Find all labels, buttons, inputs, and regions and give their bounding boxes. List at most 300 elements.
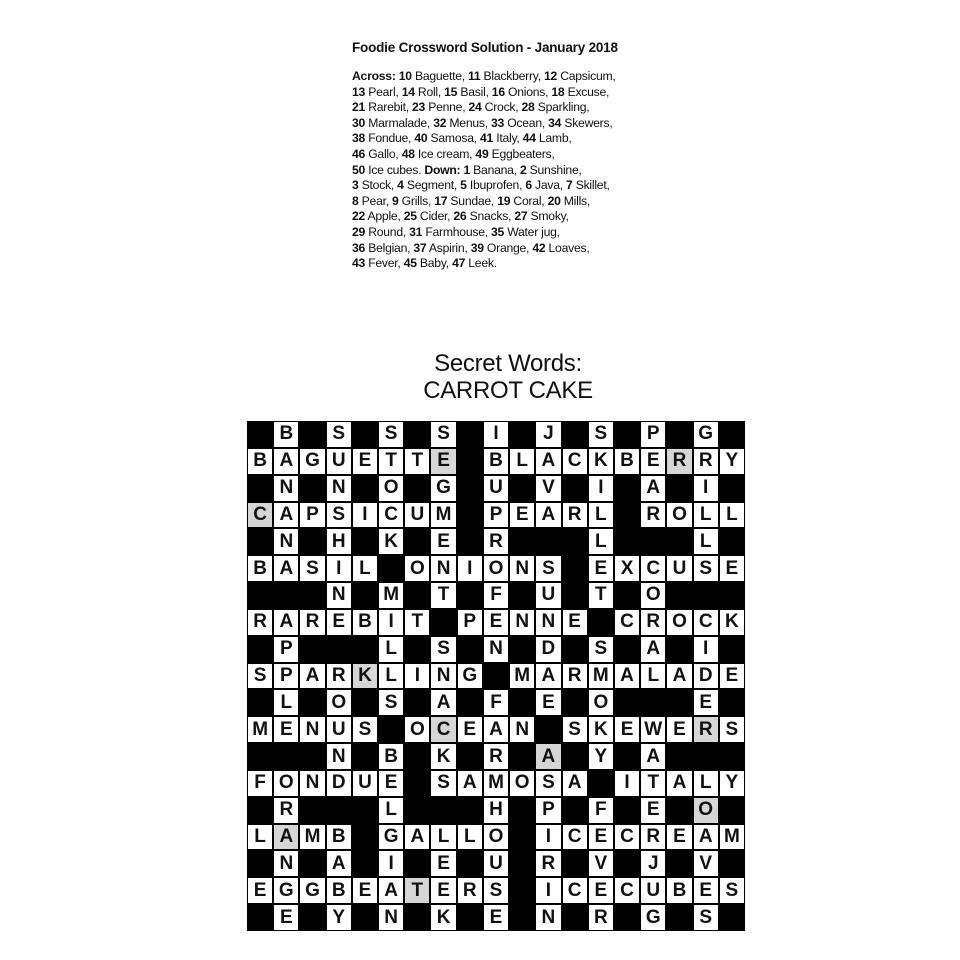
grid-cell: E	[353, 449, 377, 474]
grid-cell: G	[300, 449, 324, 474]
grid-cell: O	[484, 825, 508, 850]
grid-cell: U	[484, 851, 508, 876]
clue-answer: Loaves,	[545, 240, 590, 255]
grid-cell: A	[274, 449, 298, 474]
clue-answer: Ice cream,	[414, 146, 476, 161]
clue-answer: Fever,	[365, 256, 404, 271]
grid-cell: I	[327, 556, 351, 581]
clue-line	[352, 194, 772, 210]
grid-cell: R	[563, 503, 587, 528]
grid-cell: A	[536, 744, 560, 769]
grid-cell: I	[379, 610, 403, 635]
grid-cell: A	[458, 771, 482, 796]
clue-answer: Fondue,	[365, 131, 415, 146]
grid-cell: V	[589, 851, 613, 876]
grid-cell: L	[274, 690, 298, 715]
grid-cell: K	[353, 664, 377, 689]
grid-cell: N	[536, 610, 560, 635]
clue-answer: Gallo,	[365, 146, 402, 161]
grid-cell: E	[510, 503, 534, 528]
grid-cell: R	[641, 825, 665, 850]
grid-cell: S	[379, 422, 403, 447]
grid-cell: S	[300, 556, 324, 581]
grid-cell: I	[484, 422, 508, 447]
grid-cell: L	[589, 529, 613, 554]
grid-cell: S	[694, 905, 718, 930]
clue-answer: Italy,	[493, 131, 523, 146]
clue-answer: Orange,	[483, 240, 533, 255]
clue-answer: Crock,	[481, 100, 522, 115]
grid-cell: Y	[589, 744, 613, 769]
clue-answer: Leek.	[465, 256, 497, 271]
grid-cell: Y	[720, 449, 744, 474]
grid-cell: C	[248, 503, 272, 528]
clue-answer: Skewers,	[561, 115, 613, 130]
grid-cell: E	[431, 851, 455, 876]
grid-cell: C	[615, 878, 639, 903]
grid-cell: B	[667, 878, 691, 903]
grid-cell: U	[327, 449, 351, 474]
grid-cell: A	[667, 664, 691, 689]
grid-cell: T	[641, 771, 665, 796]
grid-cell: G	[300, 878, 324, 903]
clue-number: 50	[352, 162, 366, 177]
grid-cell: H	[484, 798, 508, 823]
grid-cell: S	[694, 556, 718, 581]
grid-cell: L	[458, 825, 482, 850]
clue-number: 6	[525, 178, 532, 193]
grid-cell: A	[327, 851, 351, 876]
clue-number: 36	[352, 240, 366, 255]
grid-cell: I	[536, 825, 560, 850]
grid-cell: S	[720, 717, 744, 742]
grid-cell: B	[379, 744, 403, 769]
secret-words-label: Secret Words:	[434, 350, 582, 377]
clue-line	[352, 209, 772, 225]
grid-cell: N	[327, 744, 351, 769]
grid-cell: E	[431, 878, 455, 903]
grid-cell: U	[353, 771, 377, 796]
clue-number: 39	[470, 240, 484, 255]
clue-number: 2	[519, 162, 527, 177]
grid-cell: C	[615, 610, 639, 635]
grid-cell: L	[379, 798, 403, 823]
grid-cell: O	[405, 717, 429, 742]
clue-number: 33	[491, 115, 505, 130]
grid-cell: I	[379, 851, 403, 876]
clue-answer: Mills,	[560, 193, 591, 208]
solution-clues	[352, 69, 772, 272]
grid-cell: G	[274, 878, 298, 903]
clue-number: 41	[480, 131, 494, 146]
grid-cell: D	[536, 637, 560, 662]
clue-number: 49	[475, 146, 489, 161]
grid-cell: R	[484, 529, 508, 554]
grid-cell: S	[484, 878, 508, 903]
clue-answer: Cider,	[416, 209, 454, 224]
grid-cell: E	[720, 664, 744, 689]
grid-cell: B	[327, 878, 351, 903]
clue-answer: Rarebit,	[365, 100, 413, 115]
grid-cell: X	[615, 556, 639, 581]
grid-cell: I	[589, 476, 613, 501]
grid-cell: L	[353, 556, 377, 581]
grid-cell: N	[300, 771, 324, 796]
grid-cell: O	[405, 556, 429, 581]
grid-cell: E	[694, 690, 718, 715]
clue-answer: Apple,	[365, 209, 404, 224]
grid-cell: F	[484, 583, 508, 608]
grid-cell: G	[431, 476, 455, 501]
clue-answer: Roll,	[414, 84, 445, 99]
clue-line	[352, 69, 772, 85]
grid-cell: P	[274, 664, 298, 689]
grid-cell: D	[694, 664, 718, 689]
clue-answer: Segment,	[403, 178, 461, 193]
grid-cell: T	[379, 449, 403, 474]
grid-cell: A	[274, 825, 298, 850]
grid-cell: L	[248, 825, 272, 850]
grid-cell: F	[589, 798, 613, 823]
grid-cell: M	[248, 717, 272, 742]
grid-cell: F	[248, 771, 272, 796]
grid-cell: M	[510, 664, 534, 689]
grid-cell: C	[563, 449, 587, 474]
grid-cell: E	[484, 905, 508, 930]
clue-answer: Grills,	[398, 193, 435, 208]
grid-cell: R	[484, 744, 508, 769]
grid-cell: O	[589, 690, 613, 715]
grid-cell: N	[327, 583, 351, 608]
grid-cell: P	[274, 637, 298, 662]
grid-cell: E	[589, 556, 613, 581]
clue-line	[352, 256, 772, 272]
grid-cell: P	[641, 422, 665, 447]
grid-cell: A	[536, 664, 560, 689]
grid-cell: G	[641, 905, 665, 930]
grid-cell: S	[589, 637, 613, 662]
grid-cell: T	[405, 449, 429, 474]
grid-cell: U	[484, 476, 508, 501]
grid-cell: M	[431, 503, 455, 528]
grid-cell: E	[720, 556, 744, 581]
clue-number: 45	[403, 256, 417, 271]
clue-answer: Baguette,	[411, 69, 469, 83]
grid-cell: B	[353, 610, 377, 635]
grid-cell: C	[641, 556, 665, 581]
grid-cell: O	[667, 610, 691, 635]
clue-answer: Pear,	[358, 193, 393, 208]
grid-cell: R	[641, 610, 665, 635]
clue-line	[352, 131, 772, 147]
grid-cell: A	[694, 825, 718, 850]
clue-number: 25	[403, 209, 417, 224]
grid-cell: E	[431, 449, 455, 474]
grid-cell: E	[248, 878, 272, 903]
grid-cell: U	[641, 878, 665, 903]
clue-line	[352, 178, 772, 194]
grid-cell: S	[353, 717, 377, 742]
clue-answer: Basil,	[457, 84, 492, 99]
clue-number: 16	[491, 84, 505, 99]
grid-cell: M	[589, 664, 613, 689]
grid-cell: H	[327, 529, 351, 554]
clue-number: 3	[352, 178, 359, 193]
grid-cell: N	[431, 556, 455, 581]
clue-number: 30	[352, 115, 366, 130]
grid-cell: R	[641, 503, 665, 528]
grid-cell: O	[641, 583, 665, 608]
clue-number: 12	[544, 69, 558, 83]
clue-number: 17	[434, 193, 448, 208]
grid-cell: I	[615, 771, 639, 796]
clue-number: 40	[414, 131, 428, 146]
clue-answer: Ibuprofen,	[466, 178, 526, 193]
clue-answer: Marmalade,	[365, 115, 434, 130]
clue-number: 22	[352, 209, 366, 224]
clue-number: 4	[397, 178, 404, 193]
grid-cell: Y	[327, 905, 351, 930]
clue-answer: Coral,	[510, 193, 548, 208]
grid-cell: N	[300, 717, 324, 742]
grid-cell: M	[484, 771, 508, 796]
grid-cell: R	[694, 449, 718, 474]
grid-cell: A	[274, 556, 298, 581]
clue-line	[352, 147, 772, 163]
grid-cell: T	[431, 583, 455, 608]
grid-cell: L	[720, 503, 744, 528]
grid-cell: E	[667, 825, 691, 850]
grid-cell: M	[379, 583, 403, 608]
clue-number: 31	[409, 224, 423, 239]
grid-cell: E	[589, 878, 613, 903]
clue-answer: Java,	[531, 178, 567, 193]
clue-answer: Excuse,	[564, 84, 610, 99]
grid-cell: V	[694, 851, 718, 876]
grid-cell: S	[589, 422, 613, 447]
clue-answer: Belgian,	[365, 240, 414, 255]
grid-cell: N	[536, 905, 560, 930]
grid-cell: A	[667, 771, 691, 796]
grid-cell: E	[563, 610, 587, 635]
clue-answer: Eggbeaters,	[488, 146, 555, 161]
clue-number: 20	[547, 193, 561, 208]
grid-cell: Y	[720, 771, 744, 796]
grid-cell: K	[431, 905, 455, 930]
grid-cell: L	[431, 825, 455, 850]
grid-cell: T	[405, 878, 429, 903]
clue-answer: Smoky,	[527, 209, 569, 224]
clue-number: 9	[392, 193, 399, 208]
grid-cell: A	[615, 664, 639, 689]
clue-number: 18	[551, 84, 565, 99]
clue-answer: Aspirin,	[426, 240, 471, 255]
clue-line	[352, 225, 772, 241]
grid-cell: I	[536, 878, 560, 903]
clue-answer: Ocean,	[504, 115, 549, 130]
grid-cell: R	[589, 905, 613, 930]
clue-answer: Blackberry,	[480, 69, 544, 83]
grid-cell: C	[563, 825, 587, 850]
grid-cell: S	[431, 637, 455, 662]
grid-cell: R	[274, 798, 298, 823]
clue-answer: Snacks,	[466, 209, 515, 224]
clue-number: 13	[352, 84, 366, 99]
grid-cell: S	[720, 878, 744, 903]
clue-number: Down: 1	[424, 162, 471, 177]
grid-cell: M	[300, 825, 324, 850]
clue-answer: Capsicum,	[557, 69, 616, 83]
grid-cell: J	[641, 851, 665, 876]
grid-cell: E	[274, 905, 298, 930]
clue-number: 42	[532, 240, 546, 255]
clue-number: 29	[352, 224, 366, 239]
grid-cell: S	[431, 422, 455, 447]
grid-cell: P	[300, 503, 324, 528]
grid-cell: G	[379, 825, 403, 850]
grid-cell: S	[327, 503, 351, 528]
grid-cell: T	[589, 583, 613, 608]
secret-words	[0, 350, 960, 404]
clue-line	[352, 85, 772, 101]
grid-cell: E	[615, 717, 639, 742]
grid-cell: N	[431, 664, 455, 689]
grid-cell: K	[431, 744, 455, 769]
grid-cell: K	[379, 529, 403, 554]
grid-cell: S	[536, 556, 560, 581]
clue-answer: Stock,	[358, 178, 398, 193]
grid-cell: L	[694, 529, 718, 554]
clue-answer: Skillet,	[572, 178, 610, 193]
grid-cell: T	[405, 610, 429, 635]
clue-number: 32	[433, 115, 447, 130]
grid-cell: N	[379, 905, 403, 930]
grid-cell: V	[536, 476, 560, 501]
clue-answer: Baby,	[416, 256, 453, 271]
grid-cell: J	[536, 422, 560, 447]
clue-line	[352, 163, 772, 179]
grid-cell: P	[484, 503, 508, 528]
grid-cell: R	[248, 610, 272, 635]
grid-cell: R	[458, 878, 482, 903]
grid-cell: I	[694, 637, 718, 662]
clue-number: 5	[460, 178, 467, 193]
grid-cell: A	[484, 717, 508, 742]
grid-cell: A	[379, 878, 403, 903]
grid-cell: A	[431, 690, 455, 715]
grid-cell: O	[327, 690, 351, 715]
grid-cell: B	[484, 449, 508, 474]
grid-cell: D	[327, 771, 351, 796]
clue-answer: Water jug,	[504, 224, 560, 239]
grid-cell: R	[536, 851, 560, 876]
grid-cell: E	[589, 825, 613, 850]
clue-number: 37	[413, 240, 427, 255]
grid-cell: S	[431, 771, 455, 796]
grid-cell: U	[536, 583, 560, 608]
grid-cell: E	[484, 610, 508, 635]
clue-number: 46	[352, 146, 366, 161]
clue-number: 26	[453, 209, 467, 224]
grid-cell: L	[510, 449, 534, 474]
grid-cell: A	[563, 771, 587, 796]
grid-cell: N	[327, 476, 351, 501]
grid-cell: R	[694, 717, 718, 742]
secret-words-answer: CARROT CAKE	[423, 377, 593, 404]
grid-cell: I	[694, 476, 718, 501]
clue-number: 43	[352, 256, 366, 271]
grid-cell: S	[379, 690, 403, 715]
clue-number: 24	[468, 100, 482, 115]
grid-cell: N	[510, 556, 534, 581]
grid-cell: O	[379, 476, 403, 501]
grid-cell: U	[327, 717, 351, 742]
grid-cell: B	[615, 449, 639, 474]
clue-number: 27	[514, 209, 528, 224]
clue-answer: Sunshine,	[526, 162, 582, 177]
clue-answer: Farmhouse,	[422, 224, 492, 239]
grid-cell: O	[484, 556, 508, 581]
clue-number: 28	[521, 100, 535, 115]
clue-number: 14	[401, 84, 415, 99]
grid-cell: E	[274, 717, 298, 742]
grid-cell: O	[274, 771, 298, 796]
grid-cell: O	[667, 503, 691, 528]
grid-cell: K	[589, 717, 613, 742]
grid-cell: I	[458, 556, 482, 581]
clue-number: 35	[491, 224, 505, 239]
grid-cell: C	[431, 717, 455, 742]
grid-cell: N	[484, 637, 508, 662]
grid-cell: L	[694, 503, 718, 528]
grid-cell: E	[458, 717, 482, 742]
crossword-grid	[247, 421, 745, 931]
grid-cell: E	[327, 610, 351, 635]
grid-cell: L	[379, 664, 403, 689]
clue-answer: Sundae,	[447, 193, 498, 208]
clue-number: 44	[522, 131, 536, 146]
grid-cell: N	[274, 851, 298, 876]
clue-number: 34	[548, 115, 562, 130]
clue-answer: Banana,	[470, 162, 520, 177]
grid-cell: R	[327, 664, 351, 689]
grid-cell: W	[641, 717, 665, 742]
grid-cell: G	[458, 664, 482, 689]
grid-cell: A	[300, 664, 324, 689]
grid-cell: L	[694, 771, 718, 796]
grid-cell: I	[405, 664, 429, 689]
grid-cell: N	[510, 717, 534, 742]
grid-cell: S	[563, 717, 587, 742]
clue-answer: Ice cubes.	[365, 162, 425, 177]
grid-cell: K	[720, 610, 744, 635]
grid-cell: S	[327, 422, 351, 447]
grid-cell: U	[667, 556, 691, 581]
grid-cell: A	[641, 476, 665, 501]
grid-cell: P	[458, 610, 482, 635]
grid-cell: N	[274, 529, 298, 554]
grid-cell: E	[641, 798, 665, 823]
clue-answer: Penne,	[425, 100, 469, 115]
grid-cell: U	[405, 503, 429, 528]
grid-cell: S	[536, 771, 560, 796]
solution-block	[352, 40, 772, 272]
clue-number: 48	[401, 146, 415, 161]
clue-answer: Sparkling,	[534, 100, 590, 115]
clue-answer: Samosa,	[427, 131, 480, 146]
clue-number: 15	[444, 84, 458, 99]
grid-cell: R	[667, 449, 691, 474]
